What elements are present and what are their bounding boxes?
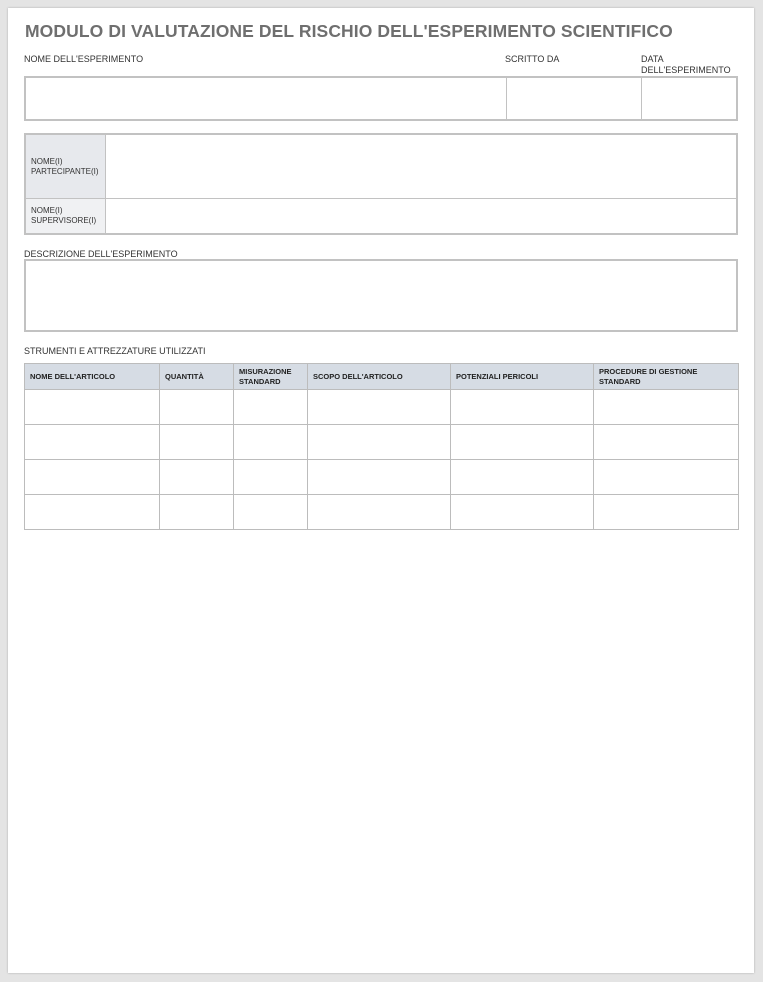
date-field[interactable]	[642, 78, 736, 119]
tools-label: STRUMENTI E ATTREZZATURE UTILIZZATI	[24, 346, 206, 356]
form-page	[8, 8, 754, 973]
description-label: DESCRIZIONE DELL'ESPERIMENTO	[24, 249, 178, 259]
participants-label	[26, 135, 105, 198]
participants-field[interactable]	[106, 135, 736, 198]
column-header-item-name: NOME DELL'ARTICOLO	[25, 364, 160, 390]
table-cell[interactable]	[594, 495, 739, 530]
table-row	[25, 425, 739, 460]
written-by-label: SCRITTO DA	[505, 54, 560, 64]
supervisors-label	[26, 199, 105, 233]
table-cell[interactable]	[594, 460, 739, 495]
table-header-row	[25, 364, 739, 390]
table-row	[25, 495, 739, 530]
divider	[105, 135, 106, 233]
table-cell[interactable]	[451, 495, 594, 530]
table-cell[interactable]	[160, 460, 234, 495]
table-cell[interactable]	[25, 425, 160, 460]
table-cell[interactable]	[234, 390, 308, 425]
date-label-line2: DELL'ESPERIMENTO	[641, 65, 731, 75]
participants-label-line2: PARTECIPANTE(I)	[31, 166, 99, 176]
table-cell[interactable]	[308, 390, 451, 425]
table-row	[25, 460, 739, 495]
table-cell[interactable]	[308, 495, 451, 530]
table-cell[interactable]	[451, 425, 594, 460]
table-cell[interactable]	[160, 425, 234, 460]
column-header-item-purpose: SCOPO DELL'ARTICOLO	[308, 364, 451, 390]
table-cell[interactable]	[234, 460, 308, 495]
table-cell[interactable]	[451, 460, 594, 495]
header-fields	[24, 76, 738, 121]
people-box	[24, 133, 738, 235]
column-header-standard-measurement: MISURAZIONE STANDARD	[234, 364, 308, 390]
written-by-field[interactable]	[507, 78, 641, 119]
date-label-line1: DATA	[641, 54, 664, 64]
table-cell[interactable]	[160, 495, 234, 530]
date-label	[641, 54, 731, 76]
experiment-name-field[interactable]	[26, 78, 506, 119]
tools-table	[24, 363, 739, 530]
form-title: MODULO DI VALUTAZIONE DEL RISCHIO DELL'ESPERIMENTO SCIENTIFICO	[25, 21, 673, 41]
table-cell[interactable]	[25, 495, 160, 530]
table-cell[interactable]	[451, 390, 594, 425]
supervisors-label-line2: SUPERVISORE(I)	[31, 216, 97, 225]
table-cell[interactable]	[594, 390, 739, 425]
table-cell[interactable]	[25, 390, 160, 425]
table-cell[interactable]	[234, 425, 308, 460]
column-header-potential-hazards: POTENZIALI PERICOLI	[451, 364, 594, 390]
table-cell[interactable]	[25, 460, 160, 495]
table-cell[interactable]	[308, 460, 451, 495]
column-header-standard-procedures: PROCEDURE DI GESTIONE STANDARD	[594, 364, 739, 390]
participants-label-line1: NOME(I)	[31, 156, 63, 166]
experiment-name-label: NOME DELL'ESPERIMENTO	[24, 54, 144, 64]
description-field[interactable]	[24, 259, 738, 332]
table-cell[interactable]	[234, 495, 308, 530]
supervisors-label-line1: NOME(I)	[31, 206, 63, 215]
supervisors-field[interactable]	[106, 199, 736, 233]
column-header-quantity: QUANTITÀ	[160, 364, 234, 390]
table-cell[interactable]	[160, 390, 234, 425]
table-row	[25, 390, 739, 425]
table-cell[interactable]	[594, 425, 739, 460]
table-cell[interactable]	[308, 425, 451, 460]
